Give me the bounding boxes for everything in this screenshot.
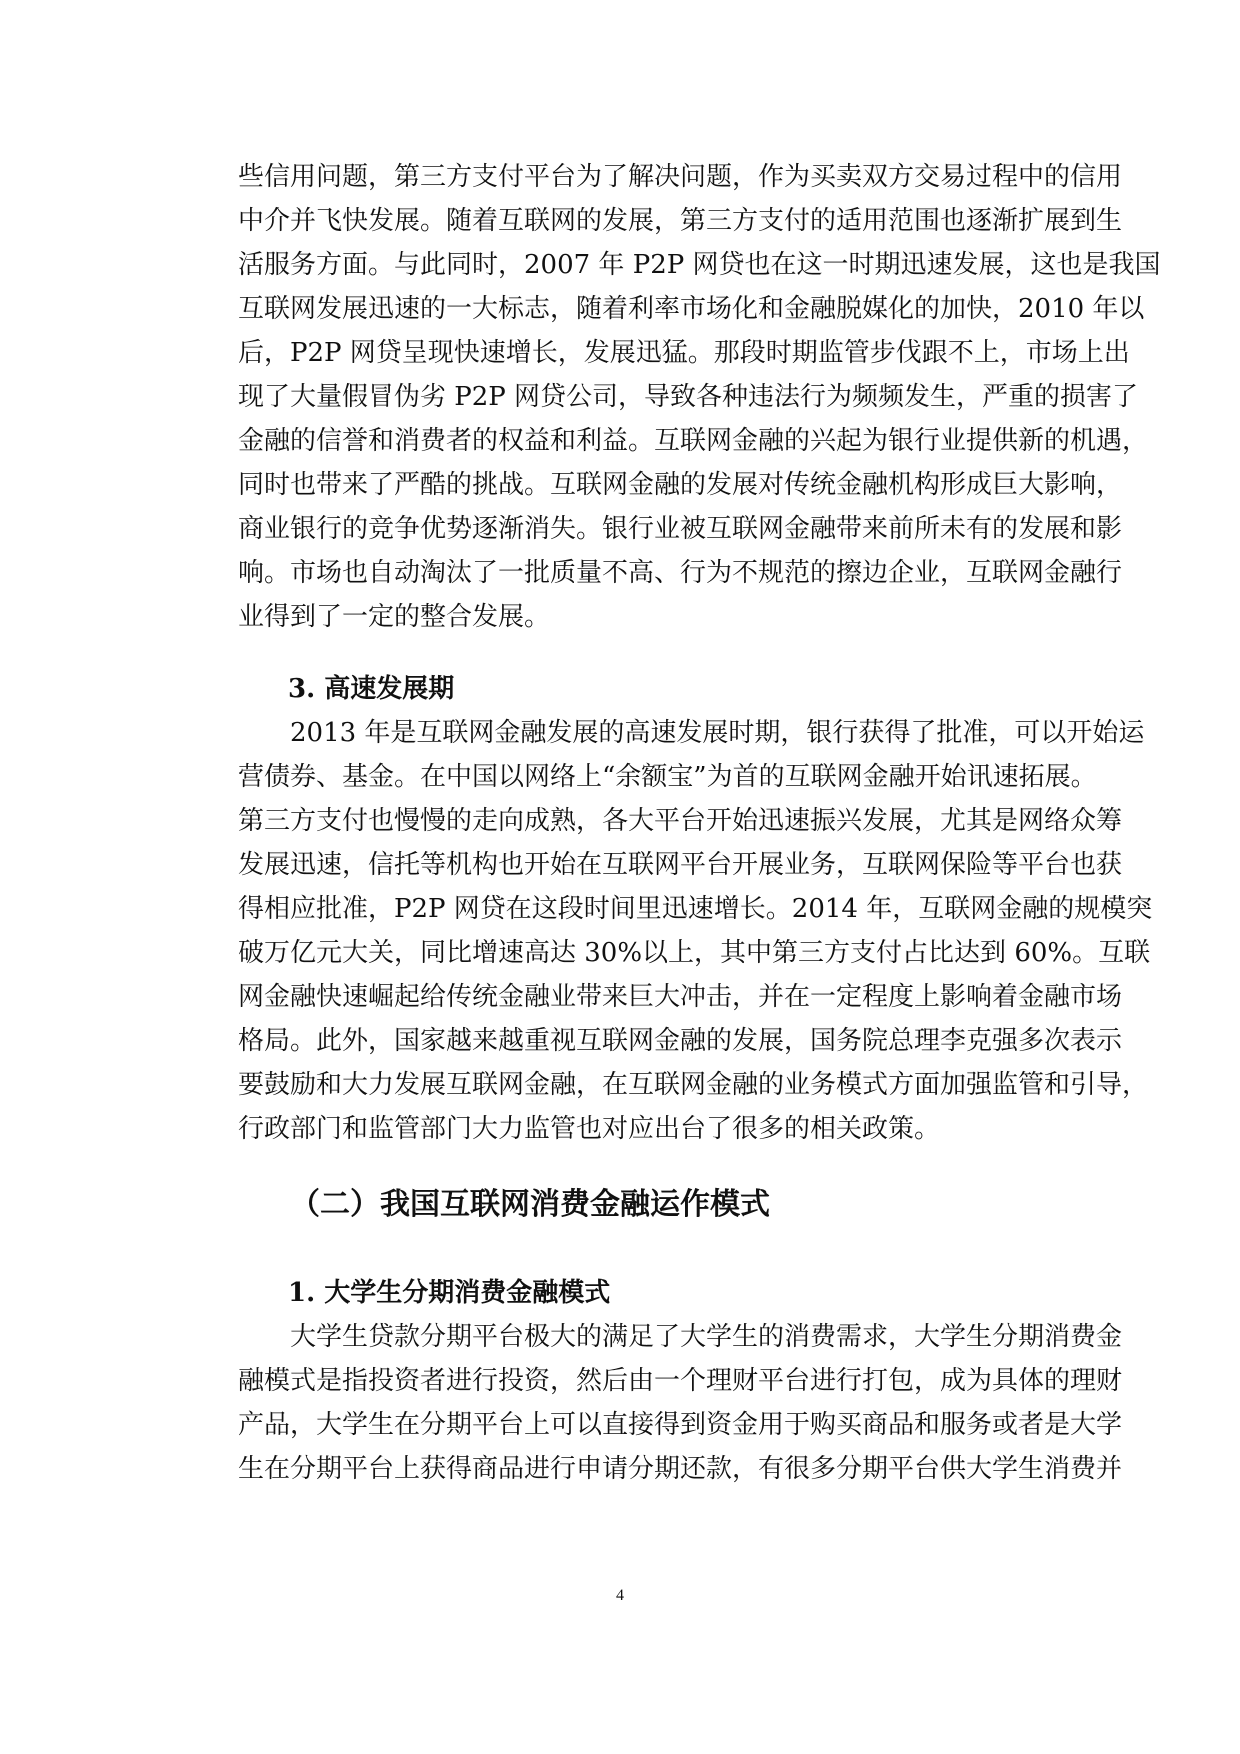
section-heading: （二）我国互联网消费金融运作模式 [290, 1187, 770, 1222]
paragraph-line: 第三方支付也慢慢的走向成熟，各大平台开始迅速振兴发展，尤其是网络众筹 [238, 806, 1123, 836]
paragraph-line: 融模式是指投资者进行投资，然后由一个理财平台进行打包，成为具体的理财 [238, 1366, 1123, 1396]
paragraph-line: 中介并飞快发展。随着互联网的发展，第三方支付的适用范围也逐渐扩展到生 [238, 206, 1123, 236]
paragraph-line: 大学生贷款分期平台极大的满足了大学生的消费需求，大学生分期消费金 [290, 1322, 1123, 1352]
page-number: 4 [616, 1587, 624, 1604]
paragraph-line: 2013 年是互联网金融发展的高速发展时期，银行获得了批准，可以开始运 [290, 718, 1145, 748]
subheading: 1. 大学生分期消费金融模式 [288, 1278, 611, 1308]
paragraph-line: 现了大量假冒伪劣 P2P 网贷公司，导致各种违法行为频频发生，严重的损害了 [238, 382, 1139, 412]
paragraph-line: 些信用问题，第三方支付平台为了解决问题，作为买卖双方交易过程中的信用 [238, 162, 1123, 192]
paragraph-line: 行政部门和监管部门大力监管也对应出台了很多的相关政策。 [238, 1114, 941, 1144]
paragraph-line: 金融的信誉和消费者的权益和利益。互联网金融的兴起为银行业提供新的机遇， [238, 426, 1149, 456]
paragraph-line: 商业银行的竞争优势逐渐消失。银行业被互联网金融带来前所未有的发展和影 [238, 514, 1123, 544]
paragraph-line: 后，P2P 网贷呈现快速增长，发展迅猛。那段时期监管步伐跟不上，市场上出 [238, 338, 1130, 368]
paragraph-line: 业得到了一定的整合发展。 [238, 602, 551, 632]
paragraph-line: 响。市场也自动淘汰了一批质量不高、行为不规范的擦边企业，互联网金融行 [238, 558, 1123, 588]
paragraph-line: 同时也带来了严酷的挑战。互联网金融的发展对传统金融机构形成巨大影响， [238, 470, 1123, 500]
paragraph-line: 网金融快速崛起给传统金融业带来巨大冲击，并在一定程度上影响着金融市场 [238, 982, 1123, 1012]
paragraph-line: 产品，大学生在分期平台上可以直接得到资金用于购买商品和服务或者是大学 [238, 1410, 1123, 1440]
paragraph-line: 得相应批准，P2P 网贷在这段时间里迅速增长。2014 年，互联网金融的规模突 [238, 894, 1153, 924]
paragraph-line: 生在分期平台上获得商品进行申请分期还款，有很多分期平台供大学生消费并 [238, 1454, 1123, 1484]
paragraph-line: 活服务方面。与此同时，2007 年 P2P 网贷也在这一时期迅速发展，这也是我国 [238, 250, 1161, 280]
paragraph-line: 发展迅速，信托等机构也开始在互联网平台开展业务，互联网保险等平台也获 [238, 850, 1123, 880]
paragraph-line: 互联网发展迅速的一大标志，随着利率市场化和金融脱媒化的加快，2010 年以 [238, 294, 1145, 324]
paragraph-line: 要鼓励和大力发展互联网金融，在互联网金融的业务模式方面加强监管和引导， [238, 1070, 1149, 1100]
subheading: 3. 高速发展期 [288, 674, 455, 704]
paragraph-line: 破万亿元大关，同比增速高达 30%以上，其中第三方支付占比达到 60%。互联 [238, 938, 1151, 968]
paragraph-line: 格局。此外，国家越来越重视互联网金融的发展，国务院总理李克强多次表示 [238, 1026, 1123, 1056]
paragraph-line: 营债券、基金。在中国以网络上“余额宝”为首的互联网金融开始讯速拓展。 [238, 762, 1097, 792]
